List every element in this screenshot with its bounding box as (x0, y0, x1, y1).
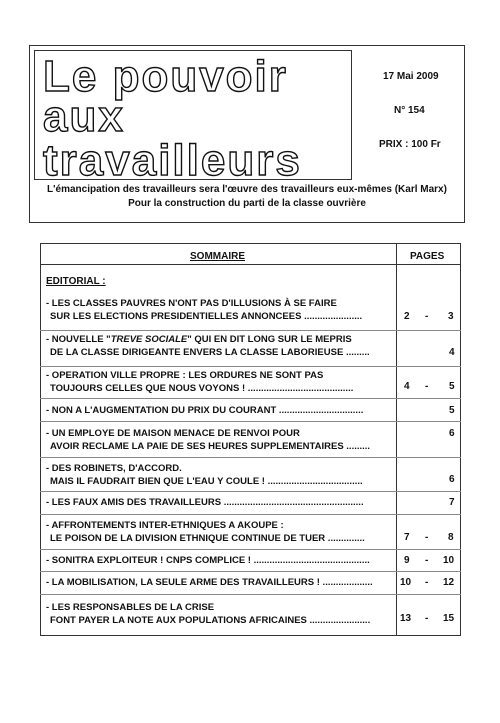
entry-title-line: - LA MOBILISATION, LA SEULE ARME DES TRAVAILLEURS ! ................... (46, 577, 373, 588)
page-start: 9 (404, 555, 410, 566)
entry-title-line: - SONITRA EXPLOITEUR ! CNPS COMPLICE ! ............................................ (46, 555, 370, 566)
page-end: 5 (449, 405, 455, 416)
entry-divider (40, 514, 461, 515)
entry-divider (40, 398, 461, 399)
page-start: 7 (404, 532, 410, 543)
page-start: 4 (404, 381, 410, 392)
entry-divider (40, 549, 461, 550)
pages-header: PAGES (410, 251, 445, 262)
toc-entry (46, 497, 364, 510)
page-separator: - (425, 381, 429, 392)
toc-entry (46, 370, 353, 395)
entry-title-line: - LES CLASSES PAUVRES N'ONT PAS D'ILLUSIONS À SE FAIRE (46, 298, 337, 309)
entry-title-line: MAIS IL FAUDRAIT BIEN QUE L'EAU Y COULE ! .................................... (50, 475, 363, 487)
entry-divider (40, 491, 461, 492)
toc-entry (46, 520, 365, 545)
toc-entry (46, 463, 363, 488)
entry-title-line: LE POISON DE LA DIVISION ETHNIQUE CONTINUE DE TUER .............. (50, 532, 365, 544)
page-end: 7 (449, 497, 455, 508)
page-start: 10 (400, 577, 412, 588)
tagline-quote: L'émancipation des travailleurs sera l'œuvre des travailleurs eux-mêmes (Karl Marx) (47, 184, 447, 195)
pages-column-divider (396, 243, 397, 636)
entry-title-line: TOUJOURS CELLES QUE NOUS VOYONS ! ........................................ (50, 382, 354, 394)
issue-date: 17 Mai 2009 (383, 71, 439, 82)
entry-title-line: - NON A L'AUGMENTATION DU PRIX DU COURANT ................................ (46, 405, 364, 416)
toc-header: SOMMAIRE (190, 251, 245, 262)
issue-price: PRIX : 100 Fr (379, 139, 441, 150)
entry-title-line: - DES ROBINETS, D'ACCORD. (46, 463, 182, 474)
section-editorial: EDITORIAL : (46, 276, 106, 287)
tagline-subtitle: Pour la construction du parti de la classe ouvrière (128, 198, 366, 209)
masthead-line-1: Le pouvoir (43, 52, 288, 101)
entry-title-line: SUR LES ELECTIONS PRESIDENTIELLES ANNONCEES ...................... (50, 310, 363, 322)
toc-entry (46, 555, 370, 568)
page-start: 13 (400, 613, 412, 624)
entry-divider (40, 594, 461, 595)
entry-title-line: - OPERATION VILLE PROPRE : LES ORDURES NE SONT PAS (46, 370, 324, 381)
masthead-line-2: aux (43, 92, 125, 141)
page-end: 8 (448, 532, 454, 543)
page-end: 5 (449, 381, 455, 392)
page-end: 3 (448, 311, 454, 322)
toc-entry (46, 602, 370, 627)
entry-title-line: AVOIR RECLAME LA PAIE DE SES HEURES SUPPLEMENTAIRES ......... (50, 440, 371, 452)
entry-title-line: DE LA CLASSE DIRIGEANTE ENVERS LA CLASSE LABORIEUSE ......... (50, 346, 370, 358)
page-end: 6 (449, 474, 455, 485)
toc-entry (46, 298, 362, 323)
header-rule (40, 264, 461, 265)
page-separator: - (425, 311, 429, 322)
page-end: 10 (443, 555, 455, 566)
entry-divider (40, 457, 461, 458)
page-start: 2 (404, 311, 410, 322)
page-end: 6 (449, 428, 455, 439)
page-end: 15 (443, 613, 455, 624)
toc-entry (46, 577, 373, 590)
page-end: 12 (443, 577, 455, 588)
emphasis-treve-sociale: TREVE SOCIALE (110, 334, 188, 345)
entry-title-line: - AFFRONTEMENTS INTER-ETHNIQUES A AKOUPE : (46, 520, 284, 531)
page-separator: - (425, 532, 429, 543)
issue-number: N° 154 (394, 105, 425, 116)
page-end: 4 (449, 347, 455, 358)
entry-title-line: - UN EMPLOYE DE MAISON MENACE DE RENVOI POUR (46, 428, 300, 439)
entry-title-line: - LES RESPONSABLES DE LA CRISE (46, 602, 215, 613)
masthead-line-3: travailleurs (43, 136, 302, 185)
entry-divider (40, 571, 461, 572)
page-separator: - (425, 555, 429, 566)
entry-title-line: - LES FAUX AMIS DES TRAVAILLEURS ..................................................... (46, 497, 364, 508)
entry-divider (40, 421, 461, 422)
masthead (34, 50, 352, 185)
page-separator: - (425, 577, 429, 588)
entry-title-line: FONT PAYER LA NOTE AUX POPULATIONS AFRICAINES ....................... (50, 614, 371, 626)
toc-entry (46, 334, 370, 359)
toc-entry (46, 428, 370, 453)
entry-title-line: - NOUVELLE "TREVE SOCIALE" QUI EN DIT LONG SUR LE MEPRIS (46, 334, 352, 345)
toc-entry (46, 405, 363, 418)
entry-divider (40, 366, 461, 367)
entry-divider (40, 330, 461, 331)
page-separator: - (425, 613, 429, 624)
